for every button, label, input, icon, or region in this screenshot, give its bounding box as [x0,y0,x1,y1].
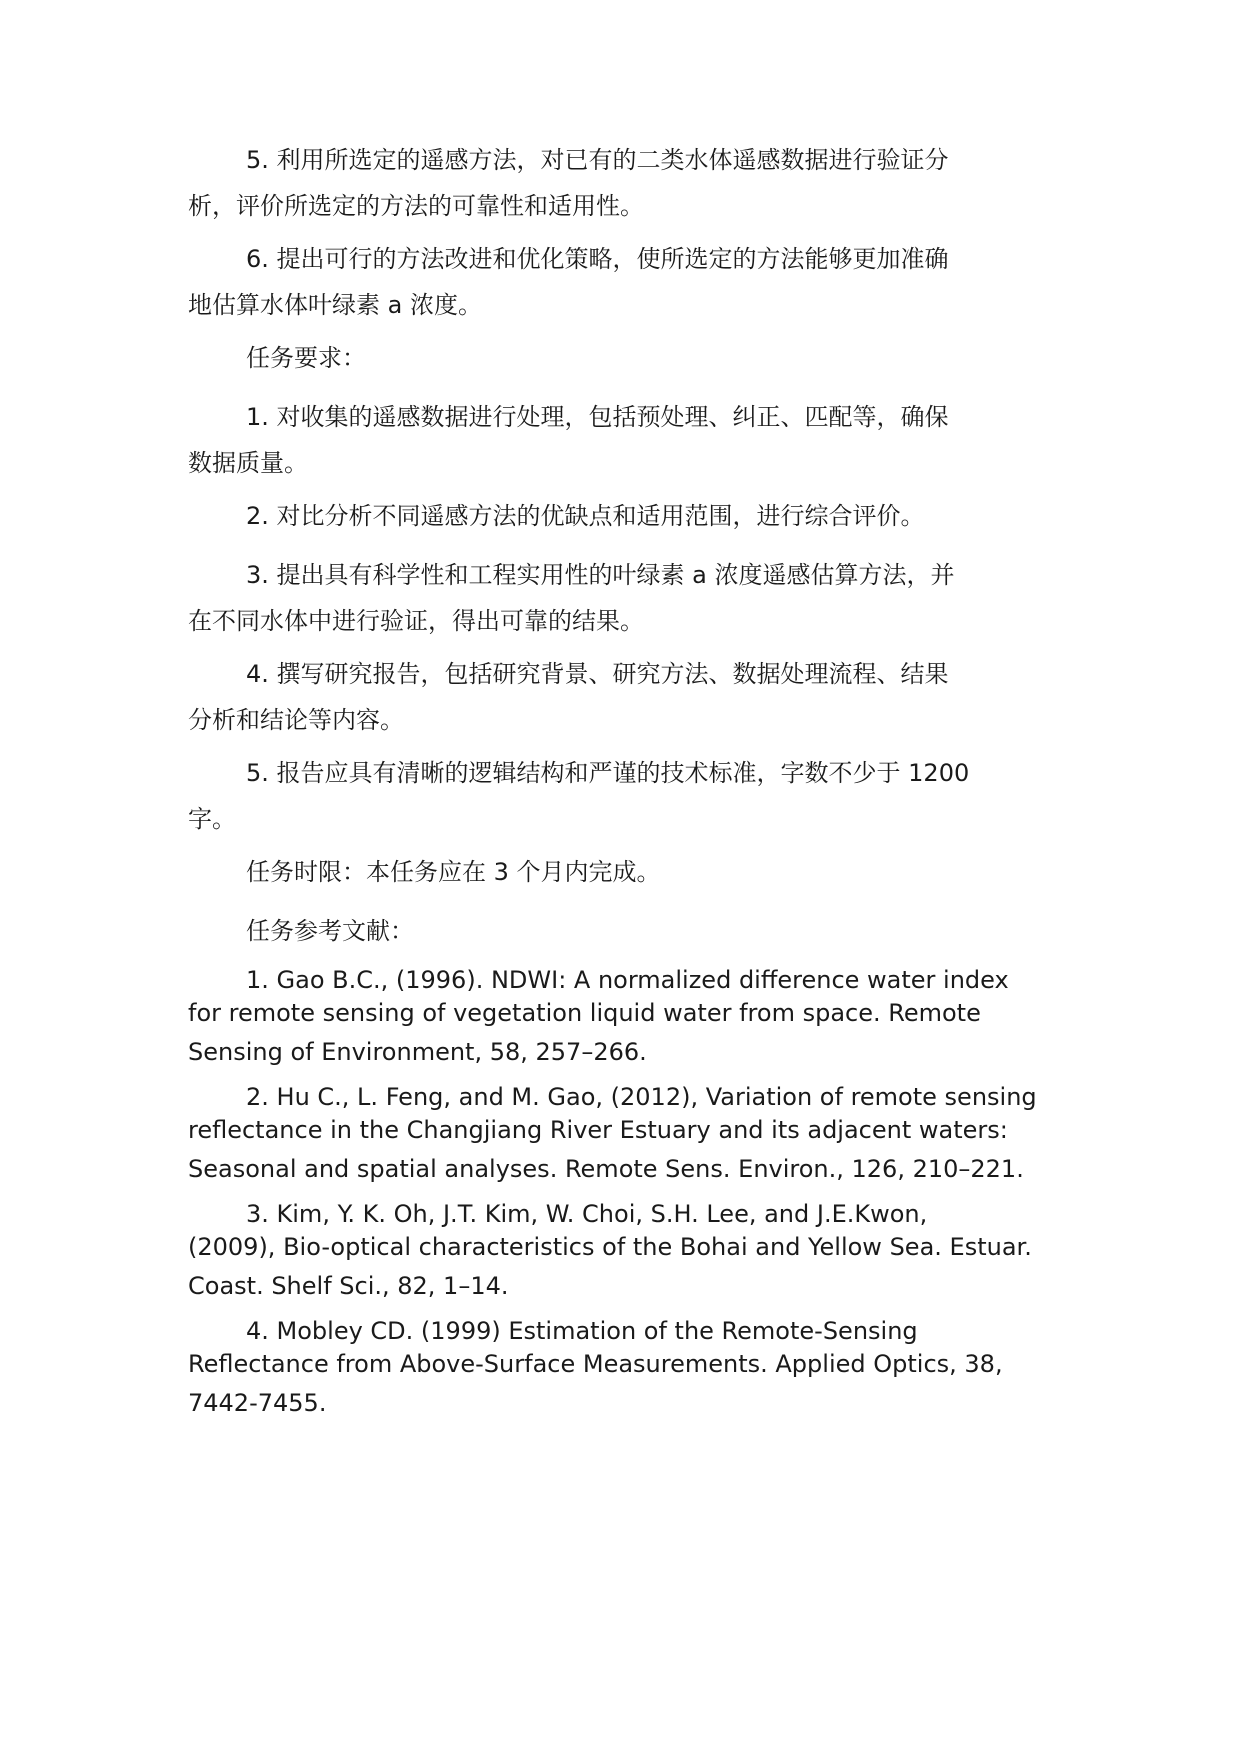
section-heading-requirements [188,335,1048,381]
requirement-item-1 [188,394,1048,486]
reference-line: Reflectance from Above-Surface Measurements. Applied Optics, 38, [188,1350,1003,1378]
requirement-item-2 [188,493,1048,539]
reference-item-1 [188,964,1048,1074]
section-heading-references [188,908,1048,954]
paragraph-line: 2. 对比分析不同遥感方法的优缺点和适用范围，进行综合评价。 [246,502,925,530]
paragraph-line: 3. 提出具有科学性和工程实用性的叶绿素 a 浓度遥感估算方法，并 [246,561,955,589]
paragraph-line: 地估算水体叶绿素 a 浓度。 [188,291,482,319]
paragraph-line: 任务要求： [246,344,366,372]
reference-item-2 [188,1081,1048,1191]
requirement-item-5 [188,750,1048,842]
paragraph-line: 1. 对收集的遥感数据进行处理，包括预处理、纠正、匹配等，确保 [246,403,949,431]
paragraph-line: 任务时限：本任务应在 3 个月内完成。 [246,858,661,886]
paragraph-line: 分析和结论等内容。 [188,706,404,734]
requirement-item-4 [188,651,1048,743]
requirement-item-3 [188,552,1048,644]
reference-line: (2009), Bio-optical characteristics of the Bohai and Yellow Sea. Estuar. [188,1233,1032,1261]
reference-line: reflectance in the Changjiang River Estuary and its adjacent waters: [188,1116,1008,1144]
paragraph-line: 析，评价所选定的方法的可靠性和适用性。 [188,192,644,220]
reference-line: 2. Hu C., L. Feng, and M. Gao, (2012), Variation of remote sensing [246,1083,1037,1111]
reference-line: for remote sensing of vegetation liquid water from space. Remote [188,999,981,1027]
paragraph-step-6 [188,236,1048,328]
reference-line: 3. Kim, Y. K. Oh, J.T. Kim, W. Choi, S.H. Lee, and J.E.Kwon, [246,1200,928,1228]
paragraph-line: 任务参考文献： [246,917,414,945]
paragraph-line: 4. 撰写研究报告，包括研究背景、研究方法、数据处理流程、结果 [246,660,949,688]
paragraph-line: 字。 [188,805,236,833]
reference-line: Sensing of Environment, 58, 257–266. [188,1038,647,1066]
paragraph-line: 数据质量。 [188,449,308,477]
paragraph-line: 5. 报告应具有清晰的逻辑结构和严谨的技术标准，字数不少于 1200 [246,759,970,787]
reference-item-4 [188,1315,1048,1425]
paragraph-step-5 [188,137,1048,229]
paragraph-line: 6. 提出可行的方法改进和优化策略，使所选定的方法能够更加准确 [246,245,949,273]
reference-line: Seasonal and spatial analyses. Remote Sens. Environ., 126, 210–221. [188,1155,1024,1183]
reference-line: Coast. Shelf Sci., 82, 1–14. [188,1272,509,1300]
reference-line: 1. Gao B.C., (1996). NDWI: A normalized difference water index [246,966,1009,994]
reference-line: 4. Mobley CD. (1999) Estimation of the Remote-Sensing [246,1317,918,1345]
paragraph-line: 5. 利用所选定的遥感方法，对已有的二类水体遥感数据进行验证分 [246,146,949,174]
task-deadline [188,849,1048,895]
paragraph-line: 在不同水体中进行验证，得出可靠的结果。 [188,607,644,635]
reference-item-3 [188,1198,1048,1308]
reference-line: 7442-7455. [188,1389,327,1417]
